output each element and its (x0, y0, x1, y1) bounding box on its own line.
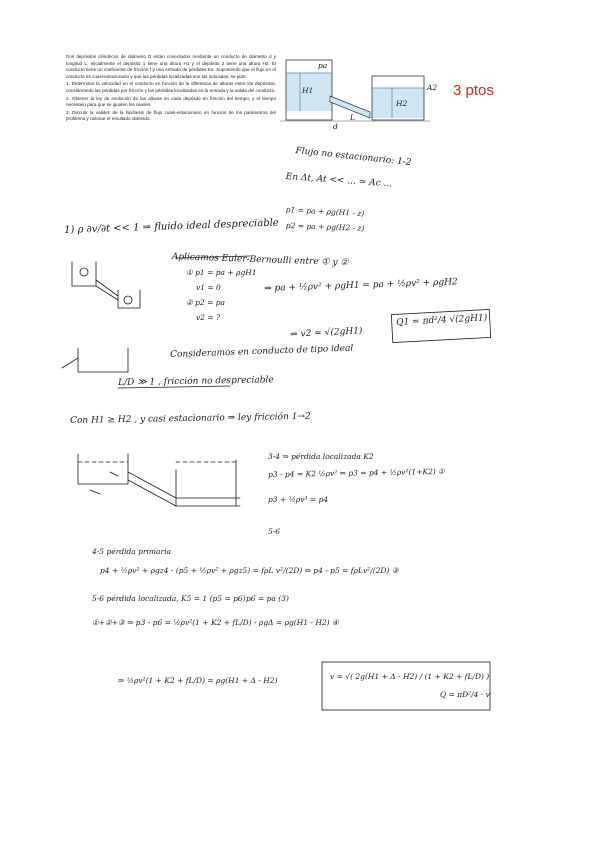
handwritten-line: 5-6 (268, 527, 281, 536)
handwritten-line: 5-6 pérdida localizada, K5 = 1 (p5 = p6) (92, 594, 246, 603)
handwritten-line: ⇒ v2 ≃ √(2gH1) (290, 326, 363, 340)
result-box (391, 309, 490, 342)
handwritten-line: p3 - p4 = K2 ½ρv² ⇒ p3 = p4 + ½ρv²(1+K2) ① (268, 466, 445, 479)
underline (176, 256, 250, 258)
label-h1: H1 (302, 86, 314, 95)
handwritten-line: p2 = pa + ρg(H2 - z) (285, 221, 365, 233)
handwritten-line: 3-4 ⇒ pérdida localizada K2 (268, 452, 374, 461)
label-pa: pa (318, 61, 328, 70)
problem-paragraph: 1. Determinar la velocidad en el conducto en función de la diferencia de alturas entre los depósitos, considerando las pérdidas por fricción y las pérdidas localizadas en la entrada y la salida del conducto. (66, 81, 276, 93)
handwritten-line: Aplicamos Euler-Bernoulli entre ① y ② (171, 252, 349, 269)
handwritten-line: 4-5 pérdida primaria (92, 547, 171, 556)
label-a2: A2 (427, 83, 438, 92)
label-h2: H2 (396, 99, 408, 108)
sketch-pipe (128, 472, 176, 506)
problem-paragraph: 2. Obtener la ley de evolución de las alturas en cada depósito en función del tiempo, y el tiempo necesario para que se igualen los niveles. (66, 95, 276, 108)
sketch-tank-2 (176, 460, 236, 506)
problem-paragraph: 3. Discutir la validez de la hipótesis de flujo cuasi-estacionario en función de los parámetros del problema y razonar el resultado obtenido. (66, 109, 276, 122)
handwritten-line: Con H1 ≥ H2 , y casi estacionario ⇒ ley fricción 1→2 (70, 411, 311, 426)
final-result-box (322, 662, 490, 710)
handwritten-line: p4 + ½ρv² + ρgz4 - (p5 + ½ρv² + ρgz5) = fρL v²/(2D) ⇒ p4 - p5 = fρLv²/(2D) ③ (100, 566, 399, 575)
handwritten-line: ⇒ ½ρv²(1 + K2 + fL/D) = ρg(H1 + Δ - H2) (118, 676, 278, 685)
label-d: d (333, 122, 338, 131)
handwritten-line: p6 = pa (3) (246, 594, 289, 603)
handwritten-line: ①+②+③ ⇒ p3 - p6 = ½ρv²(1 + K2 + fL/D) - ρgΔ = ρg(H1 - H2) ④ (92, 618, 339, 627)
handwritten-line: L/D ≫ 1 , fricción no despreciable (118, 375, 274, 388)
handwritten-line: ⇒ pa + ½ρv² + ρgH1 = pa + ½ρv² + ρgH2 (264, 277, 458, 294)
handwritten-line: 1) ρ ∂v/∂t << 1 ⇒ fluido ideal despreciable (64, 217, 279, 236)
boxed-result: Q1 = πd²/4 √(2gH1) (396, 313, 488, 328)
handwritten-line: Flujo no estacionario: 1-2 (294, 146, 412, 169)
sketch-tank (72, 262, 96, 286)
handwritten-line: v2 = ? (196, 313, 221, 322)
handwritten-line: Q = πD²/4 · v (440, 690, 490, 699)
boxed-result: v = √( 2g(H1 + Δ - H2) / (1 + K2 + fL/D) ) (330, 672, 490, 681)
handwritten-line: Consideramos en conducto de tipo ideal (170, 343, 354, 360)
sketch-tank-1 (78, 454, 128, 484)
label-l: L (350, 113, 355, 122)
sketch-marks (90, 472, 118, 494)
underline (118, 386, 230, 388)
sketch-outlet (62, 348, 128, 372)
sketch-tank (118, 290, 140, 308)
score-note: 3 ptos (453, 82, 494, 99)
handwritten-line: En Δt, At << ... ≃ Ac ... (285, 172, 393, 190)
handwritten-line: p3 + ½ρv³ = p4 (268, 495, 329, 504)
sketch-pipe (96, 280, 118, 300)
handwritten-line: p1 = pa + ρg(H1 - z) (285, 205, 365, 219)
problem-paragraph: Dos depósitos cilíndricos de diámetro D están conectados mediante un conducto de diámetro d y longitud L. Inicialmente el depósito 1 tiene una altura H1 y el depósito 2 tiene una altura H2. El conducto tiene un coeficiente de fricción f y una entrada de pérdidas Ke. Suponiendo que el flujo en el conducto es cuasi-estacionario y que las pérdidas localizadas son las indicadas, se pide: (66, 54, 276, 79)
handwritten-line: ① p1 = pa + ρgH1 (186, 268, 257, 277)
sketch-pipe-exit (176, 498, 240, 506)
handwritten-line: v1 = 0 (196, 283, 221, 292)
handwritten-line: ② p2 = pa (186, 298, 226, 307)
